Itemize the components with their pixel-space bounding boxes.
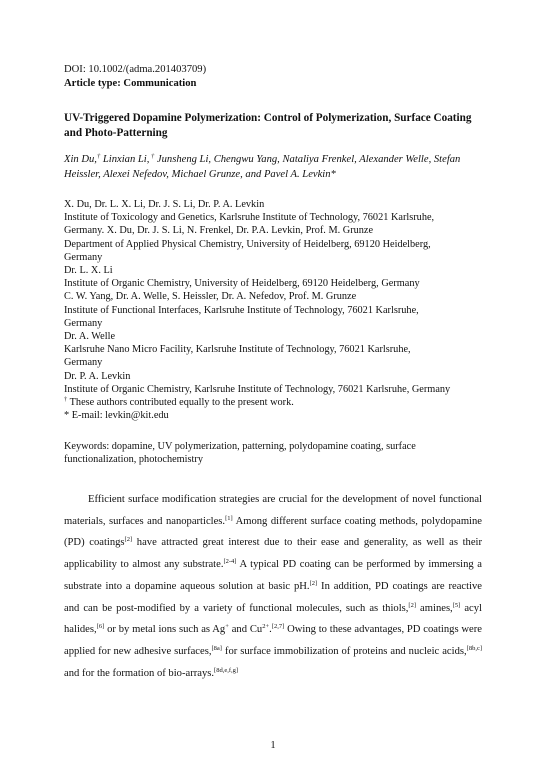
contact-email: * E-mail: levkin@kit.edu — [64, 410, 169, 422]
affiliation-line: Institute of Functional Interfaces, Karlsruhe Institute of Technology, 76021 Karlsruhe, — [64, 304, 419, 316]
body-text — [64, 489, 482, 684]
equal-contribution-note: † These authors contributed equally to the present work. — [64, 396, 294, 409]
citation: [2] — [309, 579, 318, 587]
citation: [2] — [408, 601, 417, 609]
affiliation-line: Dr. A. Welle — [64, 331, 116, 343]
affiliations-block — [64, 198, 482, 422]
affiliation-line: Dr. L. X. Li — [64, 265, 113, 277]
citation: [5] — [452, 601, 461, 609]
body-paragraph: Efficient surface modification strategies are crucial for the development of novel functional materials, surfaces and nanoparticles.[1] Among different surface coating methods, polydopamine (PD) coatings[2] have attracted great interest due to their ease and generality, as well as their applicability to almost any substrate.[2-4] A typical PD coating can be performed by immersing a substrate into a dopamine aqueous solution at basic pH.[2] In addition, PD coatings are reactive and can be post-modified by a variety of functional molecules, such as thiols,[2] amines,[5] acyl halides,[6] or by metal ions such as Ag+ and $Cu^{2+}.[2,7]$ Owing to these advantages, PD coatings were applied for new adhesive surfaces,[8a] for surface immobilization of proteins and nucleic acids,[8b,c] and for the formation of bio-arrays.[8d,e,f,g] — [64, 494, 482, 679]
affiliation-line: Institute of Toxicology and Genetics, Karlsruhe Institute of Technology, 76021 Karlsruhe, — [64, 212, 435, 224]
affiliation-line: Institute of Organic Chemistry, University of Heidelberg, 69120 Heidelberg, Germany — [64, 278, 420, 290]
article-type: Article type: Communication — [64, 78, 197, 89]
affiliation-line: Germany — [64, 317, 103, 329]
dagger-mark: † — [149, 153, 155, 160]
affiliation-line: Dr. P. A. Levkin — [64, 370, 131, 382]
affiliation-line: Department of Applied Physical Chemistry, University of Heidelberg, 69120 Heidelberg, — [64, 238, 431, 250]
affiliation-line: Germany — [64, 251, 103, 263]
affiliation-line: Karlsruhe Nano Micro Facility, Karlsruhe Institute of Technology, 76021 Karlsruhe, — [64, 344, 411, 356]
citation: [8d,e,f,g] — [214, 666, 239, 674]
doi-line: DOI: 10.1002/(adma.201403709) — [64, 64, 207, 75]
affiliation-line: Institute of Organic Chemistry, Karlsruhe Institute of Technology, 76021 Karlsruhe, Germany — [64, 383, 451, 395]
dagger-mark: † — [96, 153, 101, 160]
author-list: Xin Du,† Linxian Li, † Junsheng Li, Chengwu Yang, Nataliya Frenkel, Alexander Welle, Stefan Heissler, Alexei Nefedov, Michael Grunze, and Pavel A. Levkin* — [64, 153, 461, 180]
citation: [6] — [96, 623, 105, 631]
affiliation-line: Germany. X. Du, Dr. J. S. Li, N. Frenkel, Dr. P.A. Levkin, Prof. M. Grunze — [64, 225, 374, 237]
citation: [2,7] — [271, 623, 285, 631]
citation: [8b,c] — [466, 644, 482, 652]
page-number: 1 — [270, 740, 276, 751]
affiliation-line: C. W. Yang, Dr. A. Welle, S. Heissler, Dr. A. Nefedov, Prof. M. Grunze — [64, 291, 357, 303]
citation: [2-4] — [223, 558, 237, 566]
paper-title: UV-Triggered Dopamine Polymerization: Control of Polymerization, Surface Coating and Photo-Patterning — [64, 112, 472, 139]
affiliation-line: X. Du, Dr. L. X. Li, Dr. J. S. Li, Dr. P. A. Levkin — [64, 199, 265, 210]
citation: [8a] — [211, 644, 222, 652]
affiliation-line: Germany — [64, 357, 103, 369]
keywords: Keywords: dopamine, UV polymerization, patterning, polydopamine coating, surface functionalization, photochemistry — [64, 441, 416, 466]
citation: [1] — [225, 514, 233, 522]
citation: [2] — [124, 536, 133, 544]
